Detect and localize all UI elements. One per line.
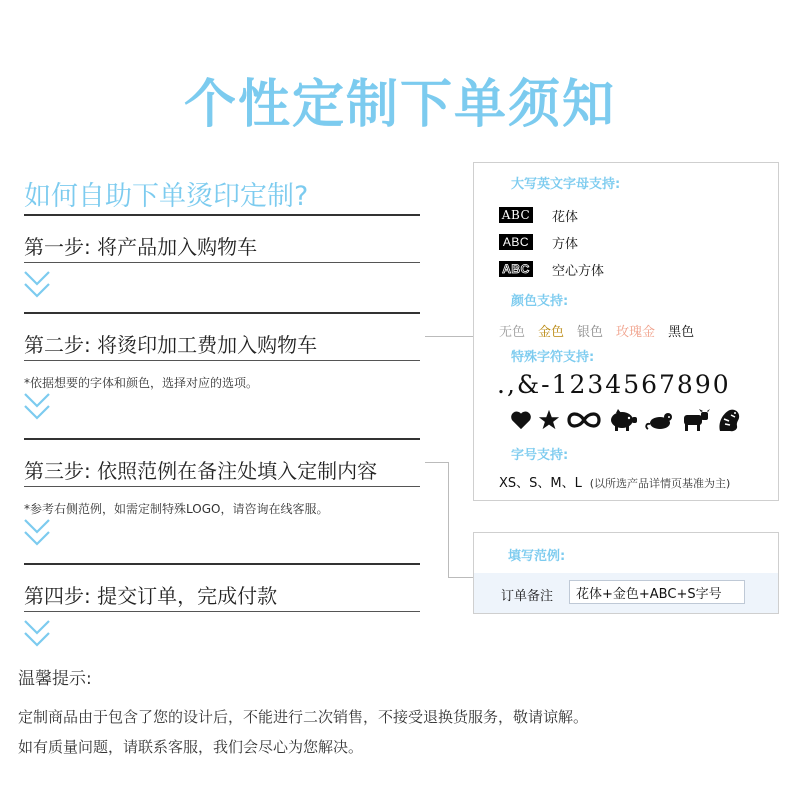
step-3-label: 第三步: 依照范例在备注处填入定制内容 xyxy=(24,459,378,483)
chevron-down-icon xyxy=(24,619,50,651)
font-sample-script: ABC xyxy=(499,207,533,223)
divider xyxy=(24,312,420,314)
color-silver: 银色 xyxy=(577,325,604,340)
divider xyxy=(24,486,420,487)
size-note: (以所选产品详情页基准为主) xyxy=(589,477,731,490)
connector-line xyxy=(425,336,473,337)
color-support-header: 颜色支持: xyxy=(511,294,569,309)
connector-line xyxy=(448,577,473,578)
heart-icon xyxy=(510,410,532,430)
divider xyxy=(24,360,420,361)
tips-title: 温馨提示: xyxy=(18,669,92,689)
divider xyxy=(24,262,420,263)
size-values: XS、S、M、L xyxy=(499,476,582,491)
size-support-header: 字号支持: xyxy=(511,448,569,463)
options-panel xyxy=(473,162,779,501)
example-panel xyxy=(473,532,779,614)
color-none: 无色 xyxy=(499,325,526,340)
step-4-label: 第四步: 提交订单，完成付款 xyxy=(24,584,278,608)
tip-line: 如有质量问题，请联系客服，我们会尽心为您解决。 xyxy=(18,738,364,756)
divider xyxy=(24,611,420,612)
step-2-label: 第二步: 将烫印加工费加入购物车 xyxy=(24,333,318,357)
font-option-script xyxy=(499,205,578,225)
font-option-hollow xyxy=(499,259,604,279)
pig-icon xyxy=(608,409,638,431)
font-label: 空心方体 xyxy=(552,263,605,279)
section-question: 如何自助下单烫印定制? xyxy=(24,181,309,212)
order-note-label: 订单备注 xyxy=(501,589,554,604)
chevron-down-icon xyxy=(24,270,50,302)
font-sample-hollow: ABC xyxy=(499,261,533,277)
color-black: 黑色 xyxy=(668,325,695,340)
color-list xyxy=(499,321,694,340)
divider xyxy=(24,214,420,216)
font-label: 花体 xyxy=(552,209,579,225)
divider xyxy=(24,563,420,565)
step-1-label: 第一步: 将产品加入购物车 xyxy=(24,235,258,259)
order-note-field: 花体+金色+ABC+S字号 xyxy=(569,580,745,604)
special-characters: .,&-1234567890 xyxy=(497,370,731,399)
tiger-icon xyxy=(716,407,742,433)
chevron-down-icon xyxy=(24,518,50,550)
step-3-note: *参考右侧范例，如需定制特殊LOGO，请咨询在线客服。 xyxy=(24,502,329,516)
mouse-icon xyxy=(644,409,674,431)
star-icon xyxy=(538,409,560,431)
font-support-header: 大写英文字母支持: xyxy=(511,177,621,192)
symbol-icons xyxy=(510,407,742,433)
color-rose-gold: 玫瑰金 xyxy=(616,325,656,340)
page-title: 个性定制下单须知 xyxy=(183,75,616,135)
divider xyxy=(24,438,420,440)
example-header: 填写范例: xyxy=(508,549,566,564)
connector-line xyxy=(425,462,449,578)
infinity-icon xyxy=(566,410,602,430)
cow-icon xyxy=(680,409,710,431)
tip-line: 定制商品由于包含了您的设计后，不能进行二次销售，不接受退换货服务，敬请谅解。 xyxy=(18,708,589,726)
size-list xyxy=(499,472,730,491)
font-sample-block: ABC xyxy=(499,234,533,250)
font-label: 方体 xyxy=(552,236,579,252)
chevron-down-icon xyxy=(24,392,50,424)
step-2-note: *依据想要的字体和颜色，选择对应的选项。 xyxy=(24,376,259,390)
special-char-header: 特殊字符支持: xyxy=(511,350,595,365)
font-option-block xyxy=(499,232,578,252)
color-gold: 金色 xyxy=(538,325,565,340)
